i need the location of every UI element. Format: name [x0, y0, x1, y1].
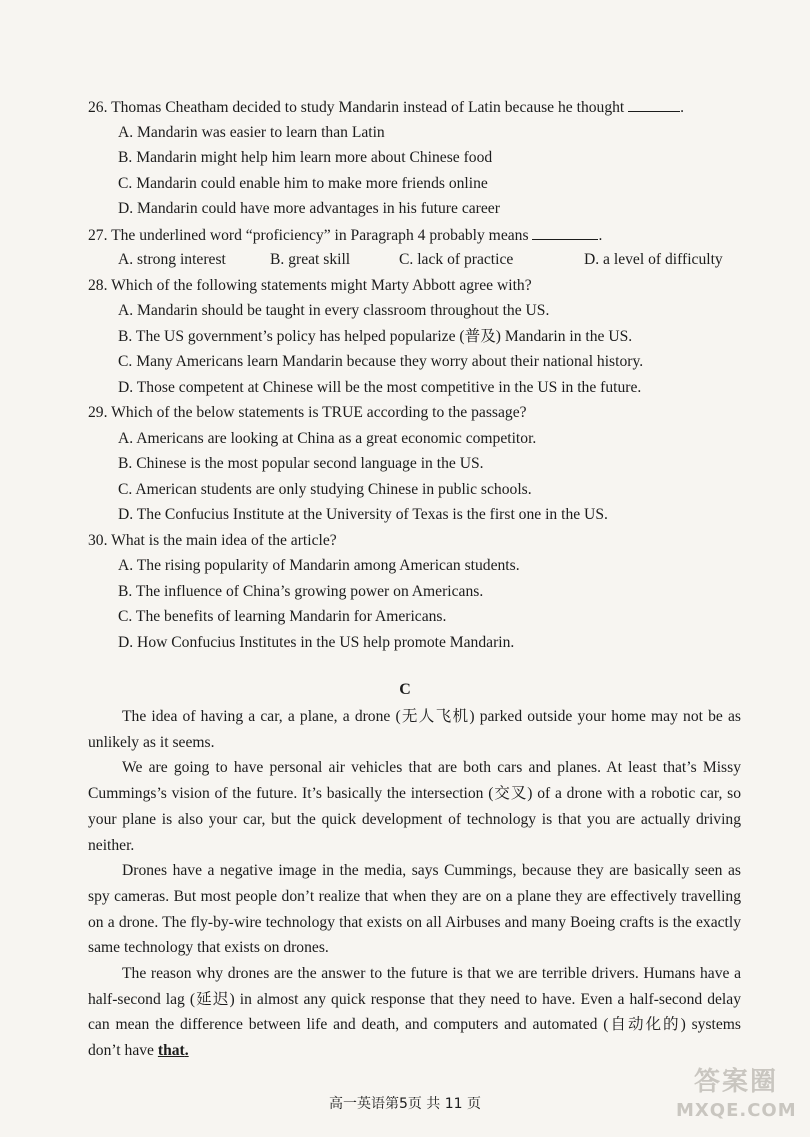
answer-blank	[628, 94, 680, 112]
passage-paragraph	[88, 961, 741, 1064]
question-30-option-d: D. How Confucius Institutes in the US help promote Mandarin.	[118, 633, 515, 651]
question-26-stem-text: 26. Thomas Cheatham decided to study Mandarin instead of Latin because he thought	[88, 99, 625, 116]
underlined-keyword: that	[157, 1042, 185, 1060]
question-27-stem	[88, 222, 748, 248]
reading-passage	[88, 704, 741, 1064]
question-28-stem: 28. Which of the following statements might Marty Abbott agree with?	[88, 276, 532, 294]
question-29-option-d: D. The Confucius Institute at the University of Texas is the first one in the US.	[118, 506, 608, 523]
question-27-option-b: B. great skill	[270, 251, 351, 268]
passage-paragraph: Drones have a negative image in the media, says Cummings, because they are basically seen as spy cameras. But most people don’t realize that when they are on a plane they are effectively travelling on a drone. The fly-by-wire technology that exists on all Airbuses and many Boeing crafts is the exactly same technology that exists on drones.	[88, 862, 741, 957]
section-heading: C	[399, 681, 411, 698]
question-30-stem: 30. What is the main idea of the article?	[88, 531, 337, 549]
question-27-stem-text: 27. The underlined word “proficiency” in Paragraph 4 probably means	[88, 226, 529, 244]
keyword-period: .	[184, 1042, 189, 1060]
question-30-option-c: C. The benefits of learning Mandarin for Americans.	[118, 608, 447, 625]
question-29-option-a: A. Americans are looking at China as a great economic competitor.	[118, 429, 537, 447]
question-30-option-b: B. The influence of China’s growing power on Americans.	[118, 582, 484, 600]
question-26-option-c: C. Mandarin could enable him to make more friends online	[118, 174, 488, 192]
question-28-option-d: D. Those competent at Chinese will be the most competitive in the US in the future.	[118, 378, 642, 396]
watermark-bottom: MXQE.COM	[676, 1100, 797, 1121]
answer-blank	[532, 222, 598, 240]
question-29-option-c: C. American students are only studying Chinese in public schools.	[118, 480, 532, 498]
passage-paragraph: We are going to have personal air vehicles that are both cars and planes. At least that’s Missy Cummings’s vision of the future. It’s basically the intersection (交叉) of a drone with a robotic car, so your plane is also your car, but the quick development of technology is that you are actually driving neither.	[88, 759, 741, 854]
question-26-option-b: B. Mandarin might help him learn more about Chinese food	[118, 149, 493, 166]
question-27-option-d: D. a level of difficulty	[584, 251, 723, 268]
watermark-logo	[676, 1064, 796, 1132]
question-26-option-d: D. Mandarin could have more advantages in his future career	[118, 200, 500, 217]
question-28-option-c: C. Many Americans learn Mandarin because they worry about their national history.	[118, 353, 644, 370]
question-26-stem-end: .	[680, 99, 685, 116]
question-27-option-a: A. strong interest	[118, 251, 226, 268]
question-27-options	[88, 247, 748, 273]
question-28-option-b: B. The US government’s policy has helped popularize (普及) Mandarin in the US.	[118, 327, 633, 345]
question-28-option-a: A. Mandarin should be taught in every classroom throughout the US.	[118, 302, 550, 319]
watermark-top: 答案圈	[693, 1067, 778, 1097]
question-26-option-a: A. Mandarin was easier to learn than Latin	[118, 123, 385, 141]
passage-paragraph-text: The reason why drones are the answer to the future is that we are terrible drivers. Humans have a half-second lag (延迟) in almost any quick response that they need to have. Even a half-second delay can mean the difference between life and death, and computers and automated (自动化的) systems don’t have	[88, 965, 741, 1060]
question-29-option-b: B. Chinese is the most popular second language in the US.	[118, 455, 484, 472]
question-26-stem	[88, 94, 748, 120]
passage-paragraph: The idea of having a car, a plane, a drone (无人飞机) parked outside your home may not be as unlikely as it seems.	[88, 708, 741, 751]
question-list	[88, 94, 748, 655]
question-27-stem-end: .	[598, 226, 603, 244]
question-29-stem: 29. Which of the below statements is TRUE according to the passage?	[88, 404, 527, 421]
question-30-option-a: A. The rising popularity of Mandarin among American students.	[118, 557, 520, 574]
question-27-option-c: C. lack of practice	[399, 251, 514, 268]
page-footer: 高一英语第5页 共 11 页	[328, 1096, 482, 1112]
